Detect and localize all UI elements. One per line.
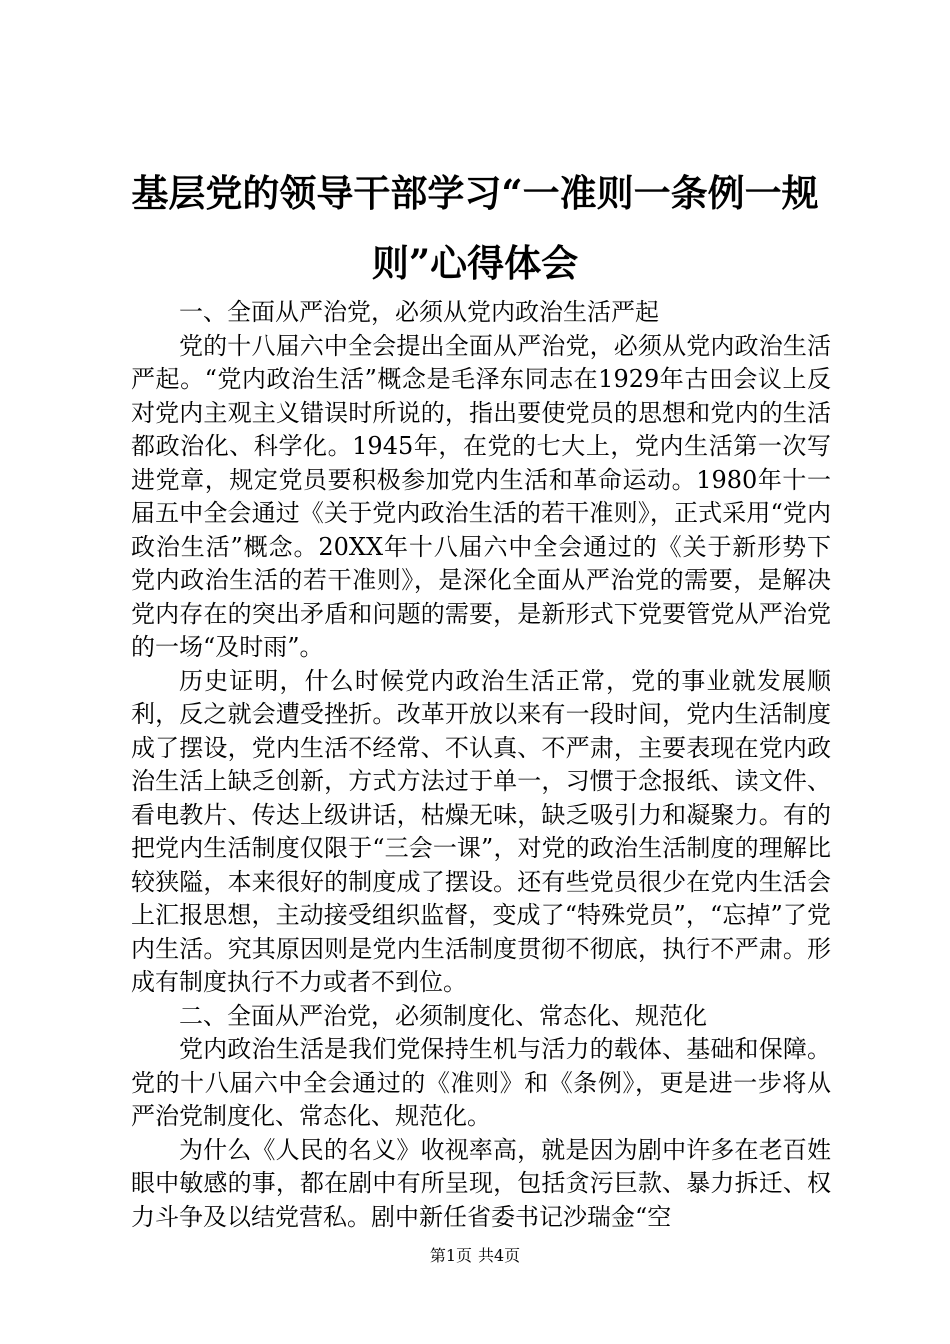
page-number: 第1页 [429, 1246, 472, 1265]
document-body [131, 296, 831, 1234]
page-total: 共4页 [478, 1246, 521, 1265]
paragraph: 党的十八届六中全会提出全面从严治党，必须从党内政治生活严起。“党内政治生活”概念是毛泽东同志在1929年古田会议上反对党内主观主义错误时所说的，指出要使党员的思想和党内的生活都政治化、科学化。1945年，在党的七大上，党内生活第一次写进党章，规定党员要积极参加党内生活和革命运动。1980年十一届五中全会通过《关于党内政治生活的若干准则》，正式采用“党内政治生活”概念。20XX年十八届六中全会通过的《关于新形势下党内政治生活的若干准则》，是深化全面从严治党的需要，是解决党内存在的突出矛盾和问题的需要，是新形式下党要管党从严治党的一场“及时雨”。 [131, 331, 831, 661]
paragraph: 党内政治生活是我们党保持生机与活力的载体、基础和保障。党的十八届六中全会通过的《准则》和《条例》，更是进一步将从严治党制度化、常态化、规范化。 [131, 1035, 831, 1130]
section-heading-2: 二、全面从严治党，必须制度化、常态化、规范化 [179, 1001, 707, 1030]
paragraph: 为什么《人民的名义》收视率高，就是因为剧中许多在老百姓眼中敏感的事，都在剧中有所呈现，包括贪污巨款、暴力拆迁、权力斗争及以结党营私。剧中新任省委书记沙瑞金“空 [131, 1135, 831, 1231]
document-title: 基层党的领导干部学习“一准则一条例一规则”心得体会 [131, 171, 819, 285]
paragraph: 历史证明，什么时候党内政治生活正常，党的事业就发展顺利，反之就会遭受挫折。改革开放以来有一段时间，党内生活制度成了摆设，党内生活不经常、不认真、不严肃，主要表现在党内政治生活上缺乏创新，方式方法过于单一，习惯于念报纸、读文件、看电教片、传达上级讲话，枯燥无味，缺乏吸引力和凝聚力。有的把党内生活制度仅限于“三会一课”，对党的政治生活制度的理解比较狭隘，本来很好的制度成了摆设。还有些党员很少在党内生活会上汇报思想，主动接受组织监督，变成了“特殊党员”，“忘掉”了党内生活。究其原因则是党内生活制度贯彻不彻底，执行不严肃。形成有制度执行不力或者不到位。 [131, 666, 831, 996]
page-footer [0, 1246, 950, 1266]
section-heading-1: 一、全面从严治党，必须从党内政治生活严起 [179, 298, 659, 326]
